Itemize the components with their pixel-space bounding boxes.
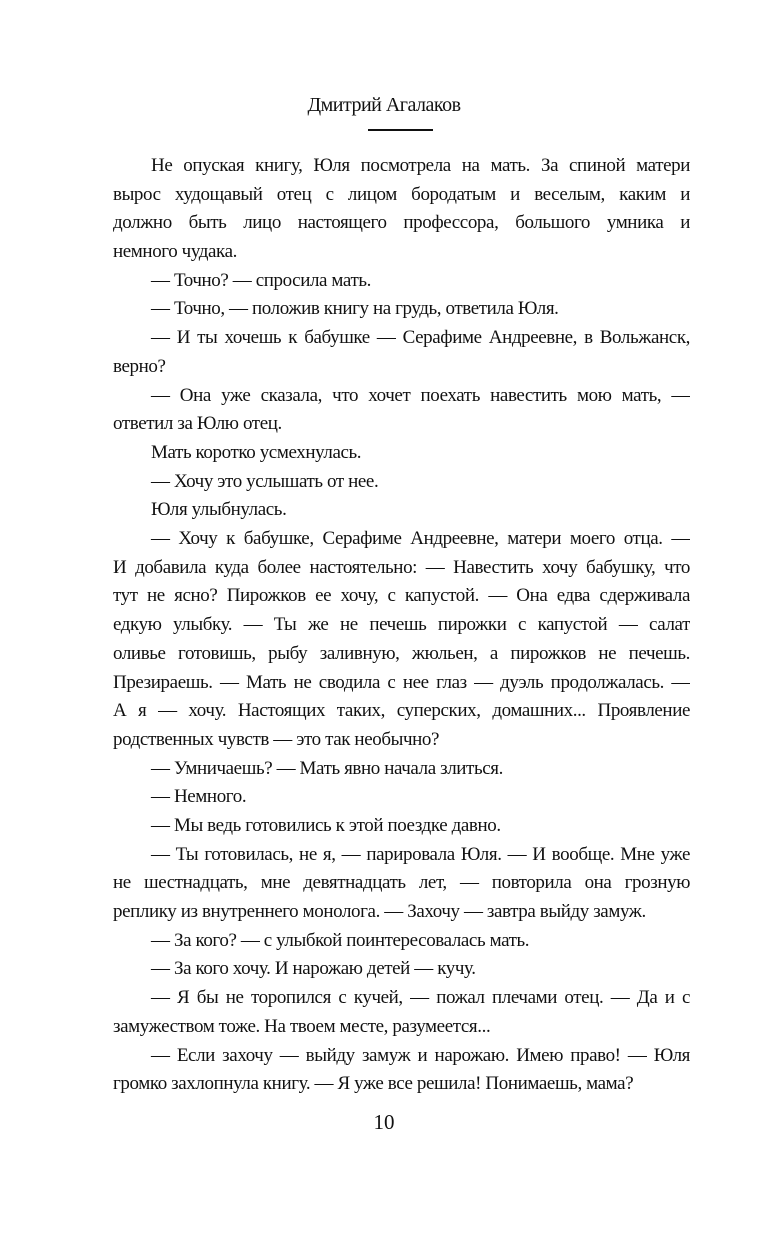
text-line: верно? — [113, 355, 166, 377]
text-line: тут не ясно? Пирожков ее хочу, с капустой. — Она едва сдерживала — [113, 585, 690, 607]
paragraph — [113, 783, 690, 812]
paragraph — [113, 295, 690, 324]
text-line: вырос худощавый отец с лицом бородатым и веселым, каким и — [113, 183, 690, 205]
text-line: — Хочу это услышать от нее. — [151, 470, 379, 492]
text-line: — Хочу к бабушке, Серафиме Андреевне, матери моего отца. — — [151, 528, 690, 550]
paragraph — [113, 324, 690, 381]
text-line: — За кого хочу. И нарожаю детей — кучу. — [151, 958, 476, 980]
paragraph — [113, 439, 690, 468]
text-line: — Я бы не торопился с кучей, — пожал плечами отец. — Да и с — [151, 987, 690, 1009]
text-line: И добавила куда более настоятельно: — Навестить хочу бабушку, что — [113, 556, 690, 578]
paragraph — [113, 755, 690, 784]
text-line: Презираешь. — Мать не сводила с нее глаз — дуэль продолжалась. — — [113, 671, 690, 693]
text-line: — Немного. — [151, 786, 247, 808]
header-divider — [368, 129, 433, 131]
text-line: — Умничаешь? — Мать явно начала злиться. — [151, 757, 503, 779]
text-line: ответил за Юлю отец. — [113, 413, 282, 435]
text-line: — Мы ведь готовились к этой поездке давно. — [151, 814, 501, 836]
page-number: 10 — [373, 1110, 395, 1134]
text-line: Не опуская книгу, Юля посмотрела на мать. За спиной матери — [151, 155, 690, 176]
text-line: родственных чувств — это так необычно? — [113, 728, 440, 750]
text-line: — Точно? — спросила мать. — [151, 269, 371, 291]
text-line: Юля улыбнулась. — [151, 499, 287, 521]
text-line: реплику из внутреннего монолога. — Захочу — завтра выйду замуж. — [113, 901, 646, 923]
text-line: не шестнадцать, мне девятнадцать лет, — повторила она грозную — [113, 872, 690, 894]
text-line: — Точно, — положив книгу на грудь, ответила Юля. — [151, 298, 559, 320]
running-head-author: Дмитрий Агалаков — [307, 94, 461, 116]
paragraph — [113, 382, 690, 439]
paragraph — [113, 525, 690, 755]
paragraph — [113, 955, 690, 984]
paragraph — [113, 984, 690, 1041]
text-line: А я — хочу. Настоящих таких, суперских, домашних... Проявление — [113, 700, 690, 722]
paragraph — [113, 927, 690, 956]
paragraph — [113, 152, 690, 267]
text-line: громко захлопнула книгу. — Я уже все решила! Понимаешь, мама? — [113, 1073, 634, 1095]
text-line: замужеством тоже. На твоем месте, разумеется... — [113, 1015, 491, 1037]
text-line: — За кого? — с улыбкой поинтересовалась мать. — [151, 929, 530, 951]
body-text — [113, 152, 690, 1099]
text-line: — Она уже сказала, что хочет поехать навестить мою мать, — — [151, 384, 690, 406]
text-line: едкую улыбку. — Ты же не печешь пирожки с капустой — салат — [113, 614, 690, 636]
text-line: — Если захочу — выйду замуж и нарожаю. Имею право! — Юля — [151, 1044, 690, 1066]
text-line: немного чудака. — [113, 241, 237, 263]
paragraph — [113, 496, 690, 525]
paragraph — [113, 841, 690, 927]
text-line: оливье готовишь, рыбу заливную, жюльен, а пирожков не печешь. — [113, 642, 690, 664]
paragraph — [113, 267, 690, 296]
paragraph — [113, 1042, 690, 1099]
paragraph — [113, 812, 690, 841]
text-line: — Ты готовилась, не я, — парировала Юля. — И вообще. Мне уже — [151, 843, 690, 865]
text-line: — И ты хочешь к бабушке — Серафиме Андреевне, в Вольжанск, — [151, 327, 690, 349]
text-line: Мать коротко усмехнулась. — [151, 441, 362, 463]
text-line: должно быть лицо настоящего профессора, большого умника и — [113, 212, 690, 234]
paragraph — [113, 468, 690, 497]
